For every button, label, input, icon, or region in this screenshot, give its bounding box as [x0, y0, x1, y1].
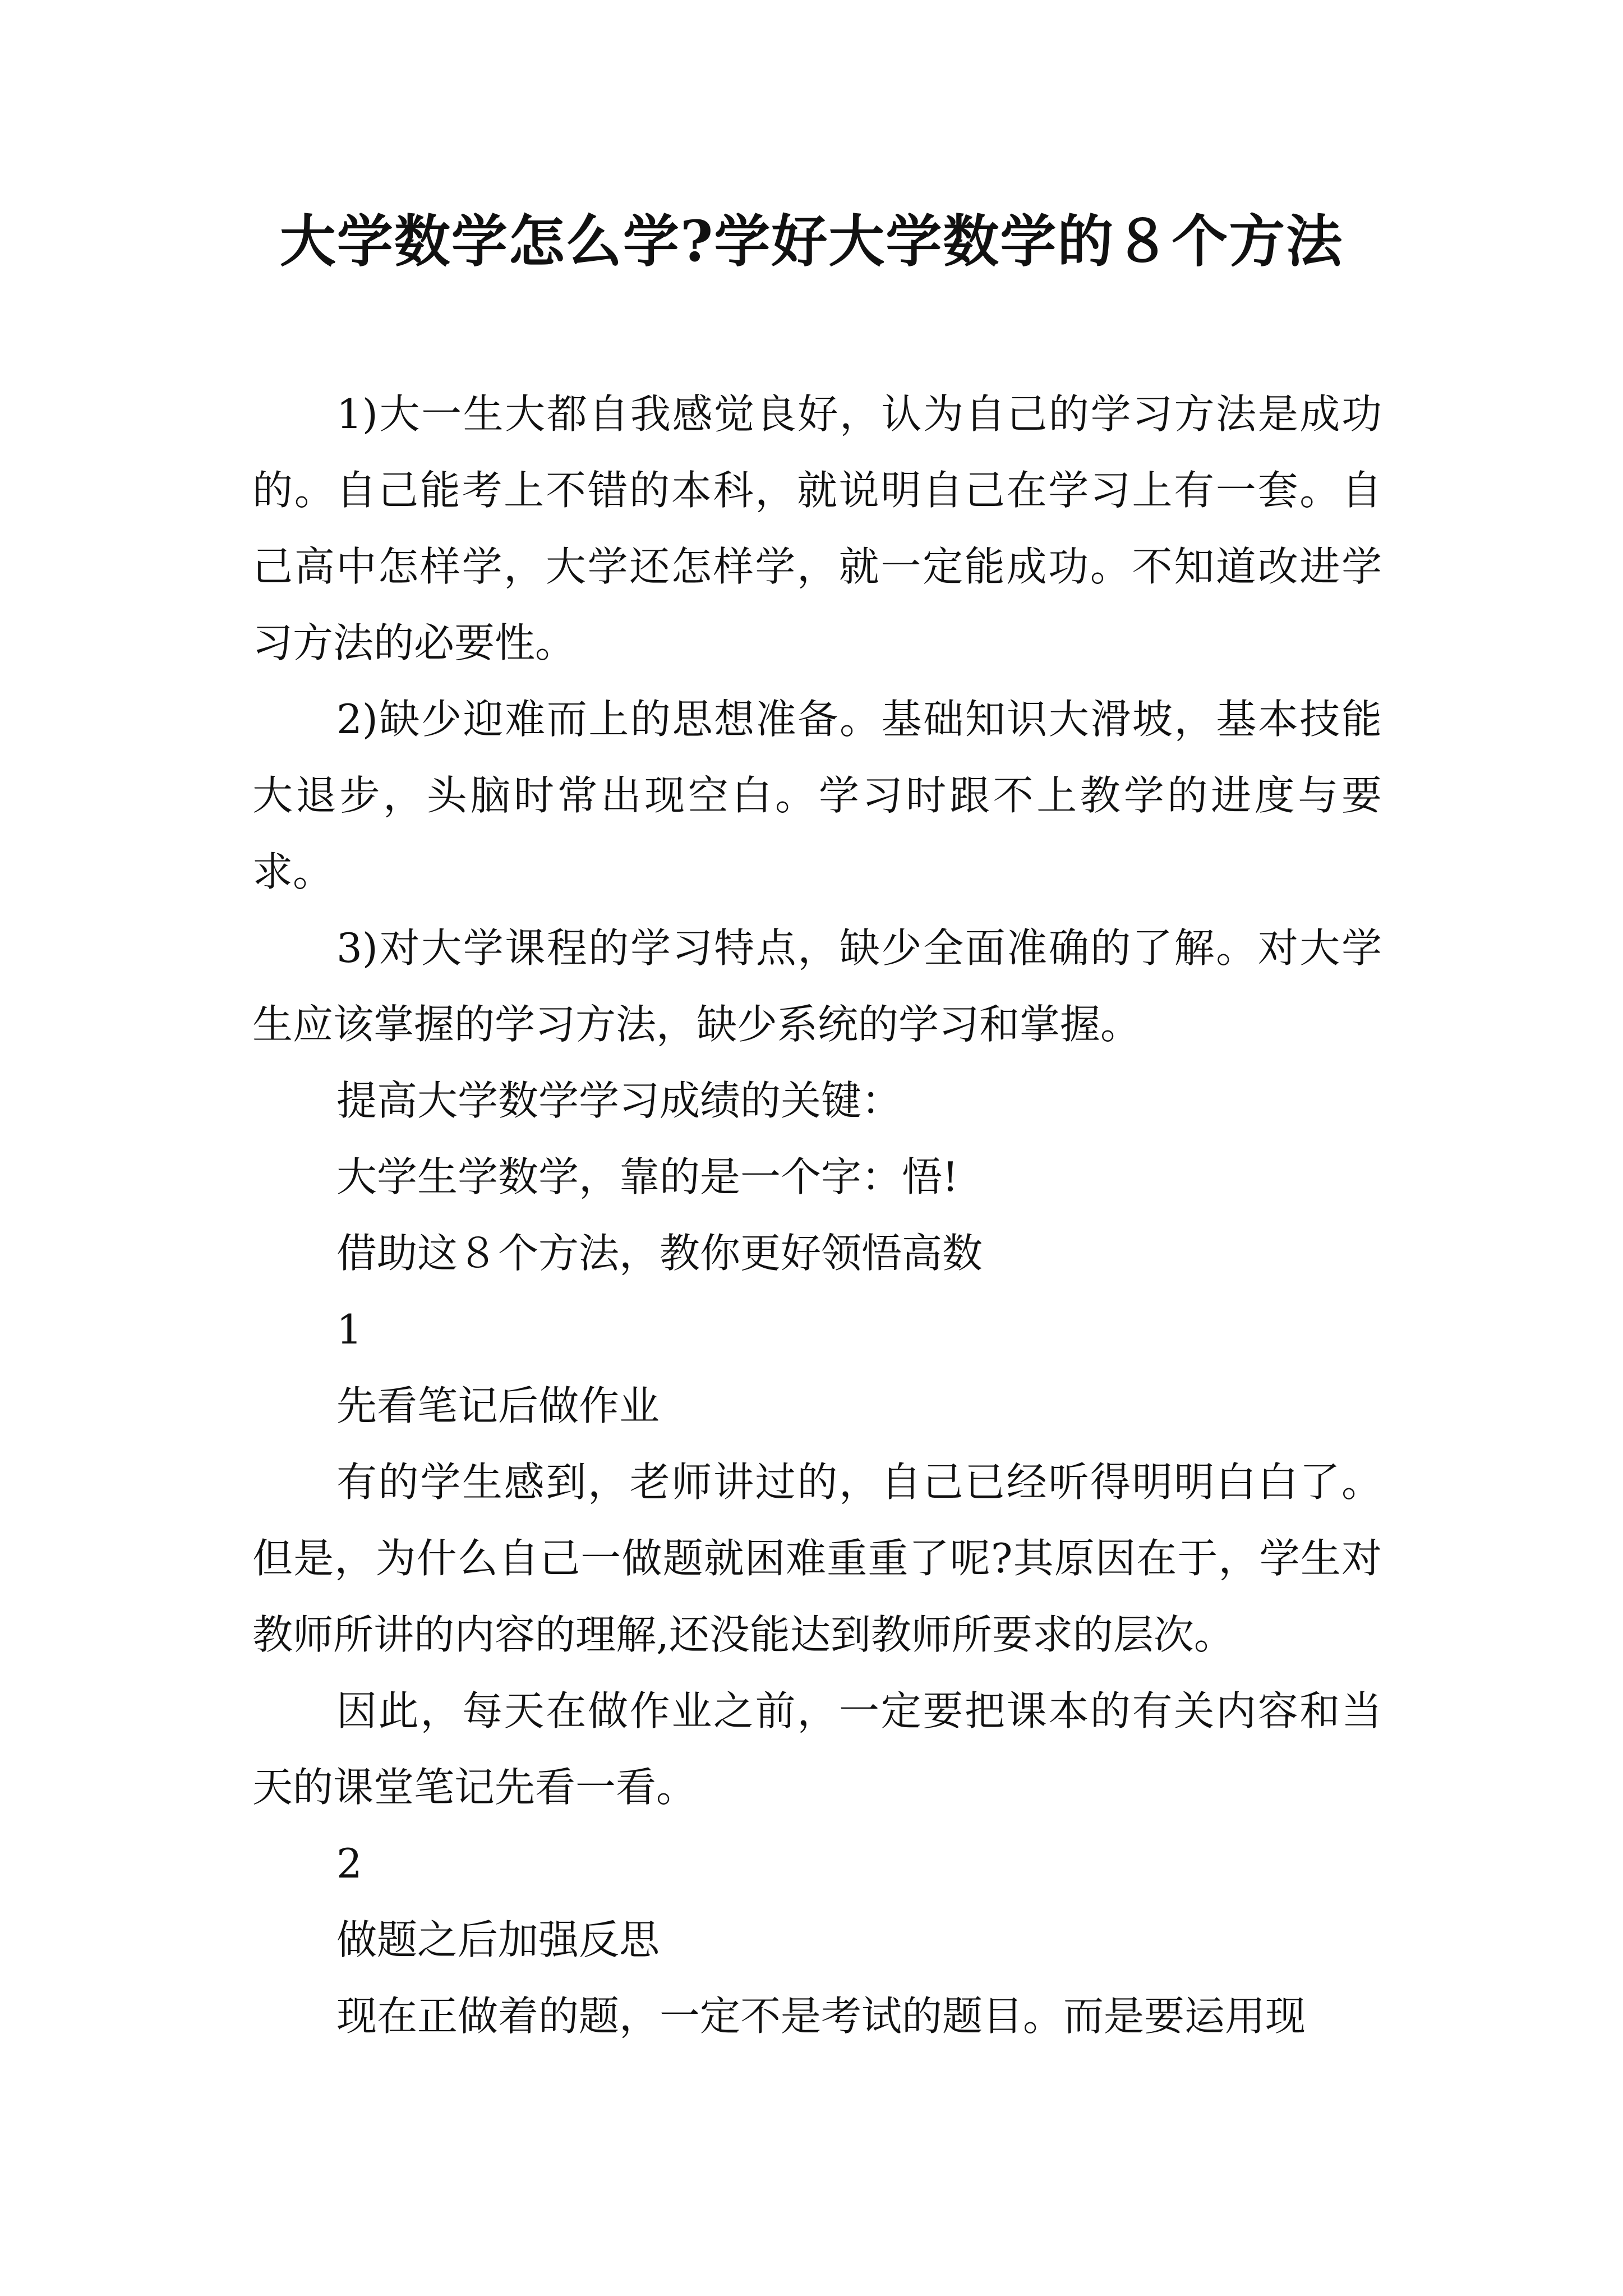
document-title: 大学数学怎么学?学好大学数学的８个方法 — [279, 208, 1344, 274]
method-number-1: 1 — [336, 1306, 362, 1353]
paragraph-intro-2: 2)缺少迎难而上的思想准备。基础知识大滑坡，基本技能大退步，头脑时常出现空白。学习时跟不上教学的进度与要求。 — [252, 696, 1382, 895]
paragraph-intro-3: 3)对大学课程的学习特点，缺少全面准确的了解。对大学生应该掌握的学习方法，缺少系统的学习和掌握。 — [252, 924, 1382, 1048]
method-number-2: 2 — [336, 1840, 362, 1887]
paragraph-key-heading: 提高大学数学学习成绩的关键： — [336, 1077, 902, 1124]
method-2-paragraph-1: 现在正做着的题，一定不是考试的题目。而是要运用现 — [336, 1993, 1306, 2040]
method-1-paragraph-2: 因此，每天在做作业之前，一定要把课本的有关内容和当天的课堂笔记先看一看。 — [252, 1687, 1382, 1811]
paragraph-intro-1: 1)大一生大都自我感觉良好，认为自己的学习方法是成功的。自己能考上不错的本科，就说明自己在学习上有一套。自己高中怎样学，大学还怎样学，就一定能成功。不知道改进学习方法的必要性。 — [252, 390, 1382, 666]
method-heading-1: 先看笔记后做作业 — [336, 1382, 660, 1429]
paragraph-key-point: 大学生学数学，靠的是一个字：悟! — [336, 1153, 958, 1200]
paragraph-methods-lead: 借助这８个方法，教你更好领悟高数 — [336, 1230, 983, 1277]
method-1-paragraph-1: 有的学生感到，老师讲过的，自己已经听得明明白白了。但是，为什么自己一做题就困难重重了呢?其原因在于，学生对教师所讲的内容的理解,还没能达到教师所要求的层次。 — [252, 1458, 1382, 1658]
method-heading-2: 做题之后加强反思 — [336, 1916, 660, 1963]
document-body — [252, 376, 1382, 2054]
